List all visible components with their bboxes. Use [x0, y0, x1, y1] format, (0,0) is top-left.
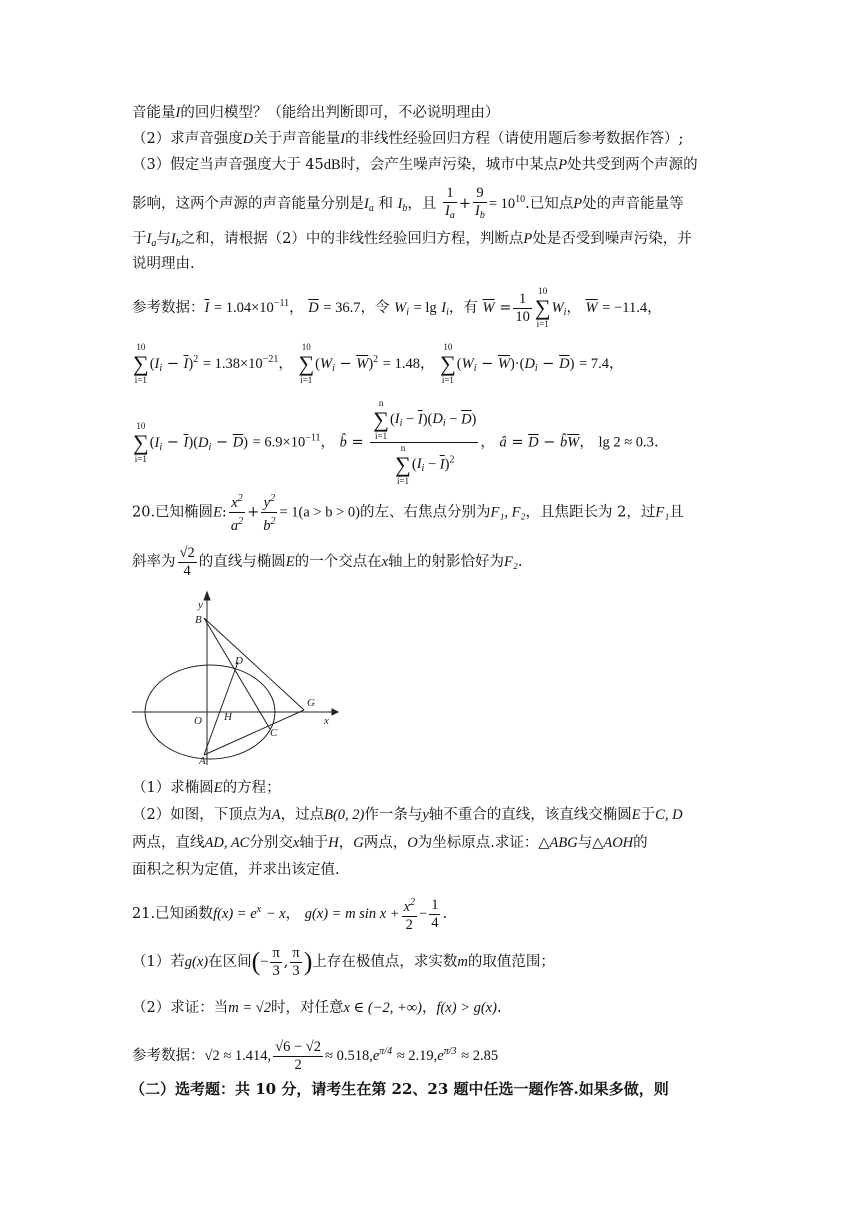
- q19-line5: 于$I_a$与$I_b$之和，请根据（2）中的非线性经验回归方程，判断点P处是否受到噪声污染，并: [132, 231, 692, 249]
- q19-ref-line1: 参考数据：$\overline{I} = 1.04\times 10^{-11}$， $\overline{D} = 36.7$，令 $W_i = \lg I_i$，有 $\overline{W}$ = $\frac{1}{10}$ 10 ∑ i=1 $W_i$， $\overline{W} = -11.4$，: [132, 286, 662, 329]
- q20-part2-line3: 面积之积为定值，并求出该定值.: [132, 862, 340, 878]
- x-axis-arrow: [332, 709, 338, 715]
- label-d: D: [235, 655, 243, 667]
- label-o: O: [194, 715, 202, 727]
- label-c: C: [270, 727, 278, 739]
- label-x: x: [324, 715, 329, 727]
- label-g: G: [307, 697, 315, 709]
- q20-part2-line2: 两点，直线AD, AC分别交x轴于H，G两点，O为坐标原点.求证：△ABG与△AOH的: [132, 835, 648, 851]
- label-h: H: [224, 711, 232, 723]
- q19-part2: （2）求声音强度D关于声音能量I的非线性经验回归方程（请使用题后参考数据作答）;: [132, 131, 684, 147]
- q19-ref-line2: 10 ∑ i=1 $(I_i - \overline{I})^2 = 1.38\times 10^{-21}$， 10 ∑ i=1 $(W_i - \overline{W})^2 = 1.48$， 10 ∑ i=1 $(W_i - \overline{W})\cdot(D_i - \overline{D}) = 7.4$，: [133, 342, 624, 385]
- q21-stem: 21.已知函数$f(x) = e^x - x$， g(x) = m sin x + $\frac{x^2}{2}$ − $\frac{1}{4}$ .: [132, 888, 447, 936]
- q19-line6: 说明理由.: [132, 256, 195, 272]
- y-axis-arrow: [204, 592, 210, 600]
- q19-ref-line3: 10 ∑ i=1 $(I_i - \overline{I})(D_i - \overline{D}) = 6.9\times 10^{-11}$， b̂ = n ∑ i=1 $(I_i - \overline{I})(D_i - \overline{D})$ n ∑ i=1 $(I_i - \overline{I})^2$ ， â = $\overline{D}$ − $b̂\overline{W}$， lg 2 ≈ 0.3.: [133, 398, 659, 486]
- label-y: y: [198, 599, 203, 611]
- label-b: B: [195, 614, 202, 626]
- q21-ref: 参考数据：√2 ≈ 1.414, $\frac{√6 - √2}{2}$ ≈ $0.518,e^{\pi/4} \approx 2.19,e^{\pi/3} \approx 2.85$: [132, 1038, 499, 1073]
- line-ad: [204, 662, 238, 755]
- q20-part1: （1）求椭圆E的方程；: [132, 780, 281, 796]
- q21-part2: （2）求证：当m = √2时，对任意x ∈ (−2, +∞)，f(x) > g(x).: [132, 1000, 502, 1016]
- section-two-heading: （二）选考题：共 10 分，请考生在第 22、23 题中任选一题作答.如果多做，则: [130, 1080, 669, 1098]
- q20-stem-line2: 斜率为 $\frac{√2}{4}$ 的直线与椭圆E的一个交点在x轴上的射影恰好为F₂.: [132, 544, 523, 579]
- q19-part3: （3）假定当声音强度大于 45dB时，会产生噪声污染，城市中某点P处共受到两个声源的: [132, 157, 698, 173]
- q20-part2-line1: （2）如图，下顶点为A，过点B(0, 2)作一条与y轴不重合的直线，该直线交椭圆E于C, D: [132, 807, 683, 823]
- q19-line4: 影响，这两个声源的声音能量分别是$I_a$ 和 $I_b$，且 $\frac{1}{I_a}$ + $\frac{9}{I_b}$ = $10^{10}$.已知点P处的声音能量等: [132, 184, 684, 221]
- q21-part1: （1）若g(x)在区间(− $\frac{\pi}{3}$ , $\frac{\pi}{3}$ )上存在极值点，求实数m的取值范围；: [132, 944, 555, 979]
- ellipse-diagram: [132, 590, 342, 765]
- label-a: A: [199, 755, 206, 765]
- line-ag: [204, 710, 304, 755]
- q19-line1: 音能量I的回归模型？（能给出判断即可，不必说明理由）: [132, 105, 500, 121]
- q20-stem-line1: 20.已知椭圆E: $\frac{x^2}{a^2}$ + $\frac{y^2}{b^2}$ = 1(a > b > 0)的左、右焦点分别为F₁, F₂，且焦距长为 2，过F₁且: [132, 490, 684, 535]
- line-bg: [204, 618, 304, 710]
